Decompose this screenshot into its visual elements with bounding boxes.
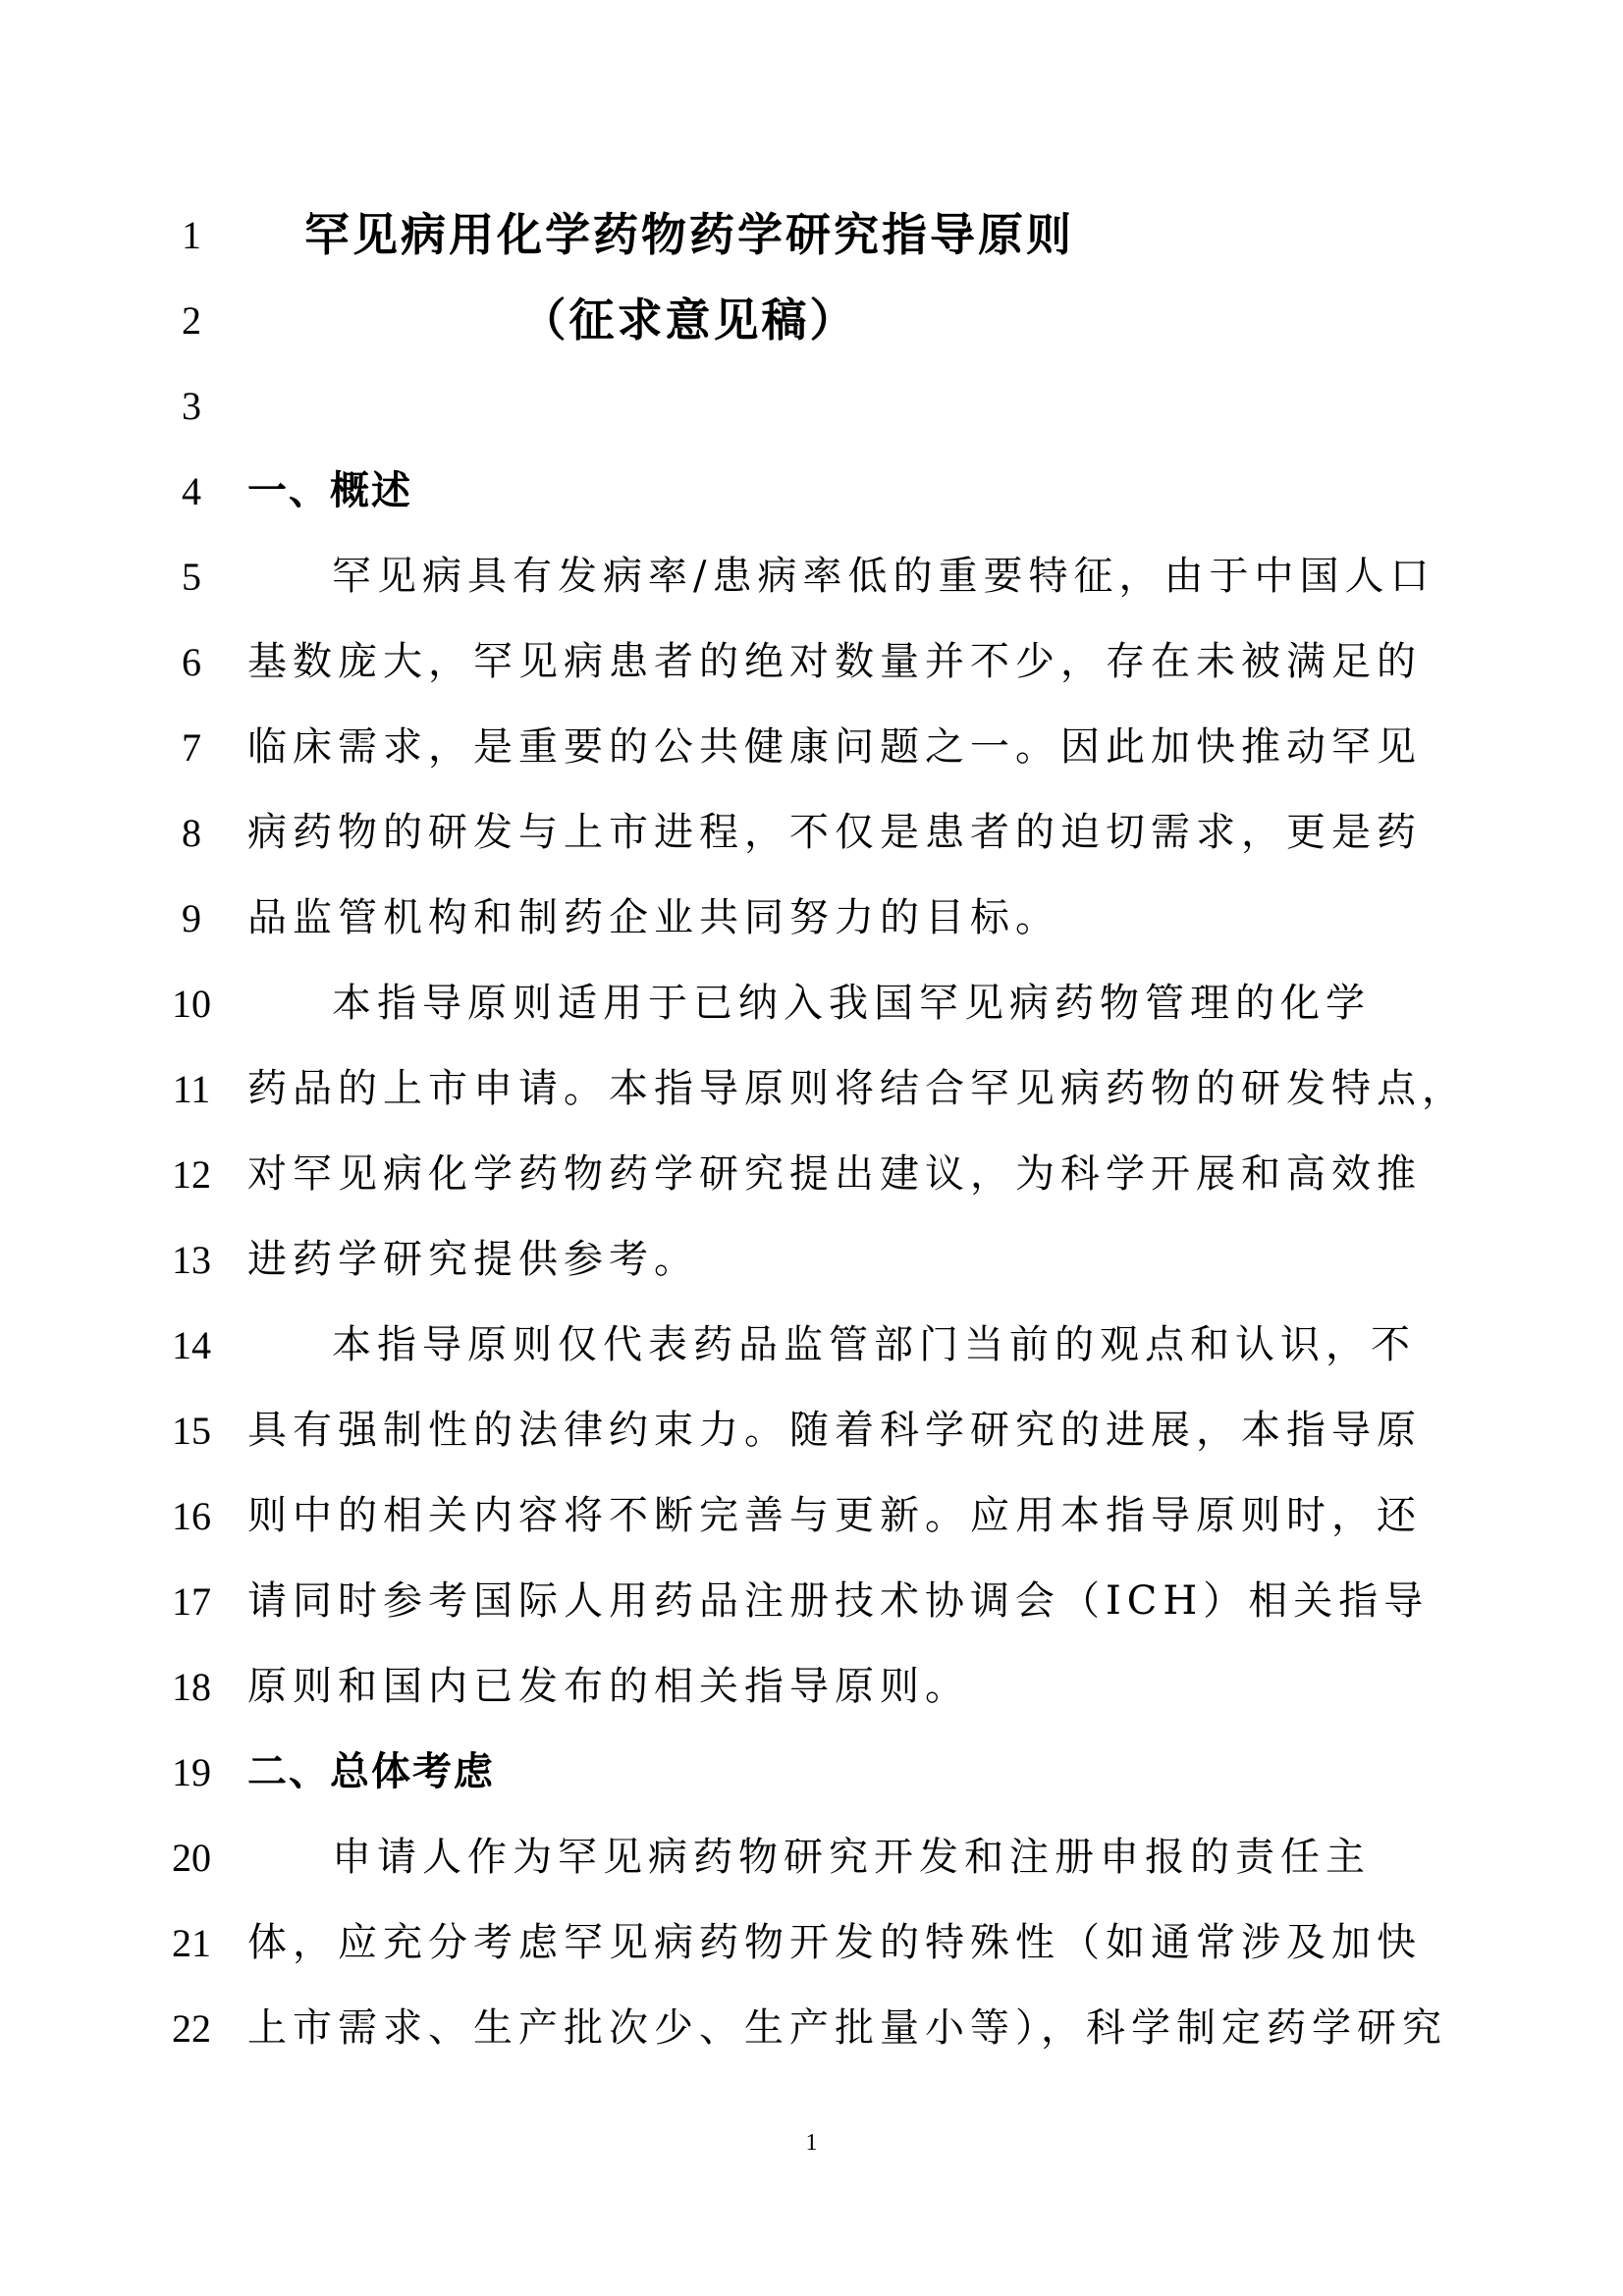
line-number: 18 (172, 1665, 211, 1709)
paragraph-line: 基数庞大，罕见病患者的绝对数量并不少，存在未被满足的 (247, 639, 1422, 684)
line-number: 17 (172, 1579, 211, 1624)
line-row (0, 192, 1623, 278)
line-number: 9 (182, 896, 201, 940)
line-row (0, 1046, 1623, 1132)
line-row (0, 705, 1623, 790)
line-row (0, 1815, 1623, 1900)
line-number: 6 (182, 640, 201, 684)
line-row (0, 961, 1623, 1046)
paragraph-line: 罕见病具有发病率/患病率低的重要特征，由于中国人口 (332, 554, 1435, 599)
line-row (0, 619, 1623, 705)
line-row (0, 1559, 1623, 1644)
page-number: 1 (805, 2130, 818, 2156)
paragraph-line: 请同时参考国际人用药品注册技术协调会（ICH）相关指导 (247, 1578, 1430, 1624)
paragraph-line: 则中的相关内容将不断完善与更新。应用本指导原则时，还 (247, 1493, 1422, 1538)
line-number: 13 (172, 1238, 211, 1282)
paragraph-line: 品监管机构和制药企业共同努力的目标。 (247, 895, 1060, 940)
line-row (0, 1730, 1623, 1815)
paragraph-line: 具有强制性的法律约束力。随着科学研究的进展，本指导原 (247, 1408, 1422, 1453)
document-title: 罕见病用化学药物药学研究指导原则 (304, 208, 1074, 261)
line-row (0, 1644, 1623, 1730)
line-number: 11 (172, 1067, 211, 1111)
line-number: 8 (182, 811, 201, 855)
paragraph-line: 申请人作为罕见病药物研究开发和注册申报的责任主 (332, 1835, 1371, 1880)
line-number: 14 (172, 1323, 211, 1367)
document-subtitle: （征求意见稿） (520, 294, 858, 347)
line-row (0, 1900, 1623, 1986)
line-row (0, 1303, 1623, 1388)
line-row (0, 1986, 1623, 2071)
paragraph-line: 对罕见病化学药物药学研究提出建议，为科学开展和高效推 (247, 1151, 1422, 1197)
line-number: 3 (182, 384, 201, 428)
line-row (0, 876, 1623, 961)
line-number: 15 (172, 1409, 211, 1453)
line-number: 5 (182, 555, 201, 599)
line-number: 10 (172, 982, 211, 1026)
paragraph-line: 临床需求，是重要的公共健康问题之一。因此加快推动罕见 (247, 724, 1422, 770)
line-number: 19 (172, 1750, 211, 1794)
paragraph-line: 上市需求、生产批次少、生产批量小等），科学制定药学研究 (247, 2005, 1447, 2051)
line-number: 12 (172, 1152, 211, 1197)
line-number: 7 (182, 725, 201, 770)
section-heading-general: 二、总体考虑 (247, 1749, 495, 1794)
paragraph-line: 病药物的研发与上市进程，不仅是患者的迫切需求，更是药 (247, 810, 1422, 855)
paragraph-line: 本指导原则仅代表药品监管部门当前的观点和认识，不 (332, 1322, 1416, 1367)
paragraph-line: 体，应充分考虑罕见病药物开发的特殊性（如通常涉及加快 (247, 1920, 1422, 1965)
line-row (0, 1473, 1623, 1559)
paragraph-line: 进药学研究提供参考。 (247, 1237, 699, 1282)
paragraph-line: 本指导原则适用于已纳入我国罕见病药物管理的化学 (332, 981, 1371, 1026)
section-heading-overview: 一、概述 (247, 468, 412, 513)
line-row (0, 534, 1623, 619)
line-row (0, 363, 1623, 449)
line-number: 20 (172, 1836, 211, 1880)
line-row (0, 790, 1623, 876)
line-number: 4 (182, 469, 201, 513)
line-number: 16 (172, 1494, 211, 1538)
line-number: 21 (172, 1921, 211, 1965)
paragraph-line: 原则和国内已发布的相关指导原则。 (247, 1664, 970, 1709)
line-row (0, 1132, 1623, 1217)
line-row (0, 449, 1623, 534)
line-row (0, 278, 1623, 363)
line-row (0, 1388, 1623, 1473)
line-row (0, 1217, 1623, 1303)
line-number: 2 (182, 298, 201, 343)
line-number: 1 (182, 213, 201, 257)
paragraph-line: 药品的上市申请。本指导原则将结合罕见病药物的研发特点， (247, 1066, 1467, 1111)
line-number: 22 (172, 2006, 211, 2051)
